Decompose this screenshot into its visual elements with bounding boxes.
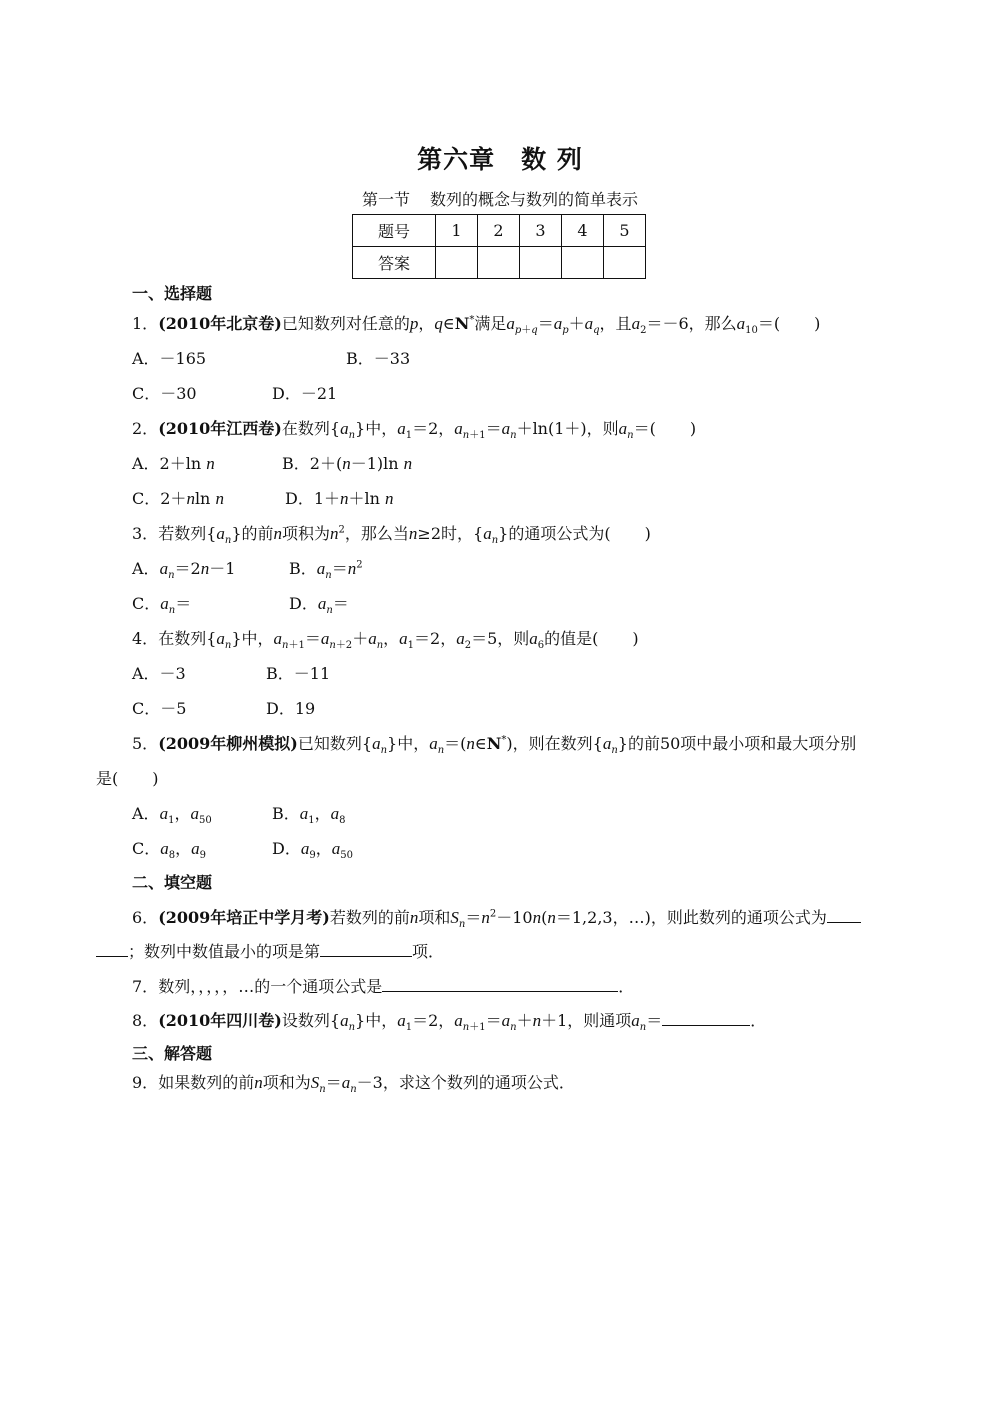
option-a[interactable]: A．2＋ln n xyxy=(132,454,215,473)
question-5-continued: 是( ) xyxy=(96,769,159,788)
heading-solve: 三、解答题 xyxy=(132,1044,213,1063)
question-number: 9． xyxy=(132,1073,159,1092)
question-6: 6．(2009年培正中学月考)若数列的前n项和$S_n=n^2-10n(n=1,2,3$，…)，则此数列的通项公式为 xyxy=(132,906,861,929)
question-number: 8． xyxy=(132,1011,159,1030)
option-b[interactable]: B．－11 xyxy=(266,664,331,683)
answer-blank[interactable] xyxy=(96,940,128,957)
question-8: 8．(2010年四川卷)设数列$\{a_n\}$中，$a_1=2$，$a_{n+1}=a_n+n+1$，则通项$a_n=$ ． xyxy=(132,1011,767,1034)
option-d[interactable]: D．$a_n=$ xyxy=(289,594,349,617)
answer-cell[interactable] xyxy=(604,247,646,279)
option-d[interactable]: D．1＋n＋ln n xyxy=(285,489,394,508)
question-source: (2010年四川卷) xyxy=(158,1011,282,1030)
question-source: (2010年江西卷) xyxy=(158,419,282,438)
question-number: 4． xyxy=(132,629,159,648)
section-title: 第一节 数列的概念与数列的简单表示 xyxy=(361,190,639,209)
question-6-continued: ；数列中数值最小的项是第 项． xyxy=(96,940,444,963)
option-a[interactable]: A．$a_n=2n-1$ xyxy=(132,559,236,582)
chapter-title: 第六章 数 列 xyxy=(417,145,583,174)
question-number: 5． xyxy=(132,734,159,753)
question-source: (2010年北京卷) xyxy=(158,314,282,333)
question-number: 6． xyxy=(132,908,159,927)
question-7: 7．数列，，，，，…的一个通项公式是 ． xyxy=(132,977,635,996)
option-d[interactable]: D．－21 xyxy=(272,384,338,403)
question-number: 1． xyxy=(132,314,159,333)
question-1-options-row-2 xyxy=(132,383,337,405)
question-4: 4．在数列$\{a_n\}$中，$a_{n+1}=a_{n+2}+a_n$，$a_1=2$，$a_2=5$，则$a_6$的值是( ) xyxy=(132,629,639,652)
answer-cell[interactable] xyxy=(436,247,478,279)
answer-table-header-row xyxy=(353,215,646,247)
option-d[interactable]: D．$a_9$，$a_{50}$ xyxy=(272,839,353,862)
table-cell: 1 xyxy=(436,215,478,247)
question-5-options-row-2 xyxy=(132,838,353,860)
option-a[interactable]: A．－165 xyxy=(132,349,207,368)
question-3: 3．若数列$\{a_n\}$的前n项积为$n^2$，那么当n≥2时，$\{a_n\}$的通项公式为( ) xyxy=(132,524,651,547)
option-b[interactable]: B．2＋(n－1)ln n xyxy=(282,454,413,473)
question-2-options-row-2 xyxy=(132,488,394,510)
question-3-options-row-1 xyxy=(132,558,363,580)
option-c[interactable]: C．2＋nln n xyxy=(132,489,224,508)
question-number: 7． xyxy=(132,977,159,996)
table-cell: 题号 xyxy=(353,215,436,247)
table-cell: 2 xyxy=(478,215,520,247)
option-c[interactable]: C．－5 xyxy=(132,699,187,718)
question-1: 1．(2010年北京卷)已知数列对任意的p，q∈N*满足$a_{p+q}=a_p+a_q$，且$a_2=-6$，那么$a_{10}=$( ) xyxy=(132,314,821,337)
table-cell: 答案 xyxy=(353,247,436,279)
question-2-options-row-1 xyxy=(132,453,412,475)
question-5-options-row-1 xyxy=(132,803,346,825)
answer-blank[interactable] xyxy=(320,940,412,957)
option-b[interactable]: B．$a_n=n^2$ xyxy=(289,559,363,582)
question-4-options-row-2 xyxy=(132,698,315,720)
answer-blank[interactable] xyxy=(827,906,861,923)
heading-choice: 一、选择题 xyxy=(132,284,213,303)
heading-fill: 二、填空题 xyxy=(132,873,213,892)
question-9: 9．如果数列的前n项和为$S_n=a_n-3$，求这个数列的通项公式． xyxy=(132,1073,575,1096)
option-d[interactable]: D．19 xyxy=(266,699,316,718)
question-1-options-row-1 xyxy=(132,348,410,370)
answer-cell[interactable] xyxy=(562,247,604,279)
table-cell: 5 xyxy=(604,215,646,247)
option-c[interactable]: C．$a_8$，$a_9$ xyxy=(132,839,207,862)
option-a[interactable]: A．－3 xyxy=(132,664,186,683)
option-c[interactable]: C．－30 xyxy=(132,384,197,403)
question-source: (2009年培正中学月考) xyxy=(158,908,330,927)
answer-cell[interactable] xyxy=(478,247,520,279)
option-a[interactable]: A．$a_1$，$a_{50}$ xyxy=(132,804,212,827)
answer-cell[interactable] xyxy=(520,247,562,279)
answer-table xyxy=(352,214,646,279)
question-number: 2． xyxy=(132,419,159,438)
answer-table-answer-row xyxy=(353,247,646,279)
question-4-options-row-1 xyxy=(132,663,330,685)
question-source: (2009年柳州模拟) xyxy=(158,734,298,753)
table-cell: 3 xyxy=(520,215,562,247)
option-c[interactable]: C．$a_n=$ xyxy=(132,594,192,617)
answer-blank[interactable] xyxy=(662,1009,750,1026)
table-cell: 4 xyxy=(562,215,604,247)
question-5: 5．(2009年柳州模拟)已知数列$\{a_n\}$中，$a_n=(n\in N^*)$，则在数列$\{a_n\}$的前50项中最小项和最大项分别 xyxy=(132,734,857,757)
option-b[interactable]: B．$a_1$，$a_8$ xyxy=(272,804,346,827)
question-2: 2．(2010年江西卷)在数列$\{a_n\}$中，$a_1=2$，$a_{n+1}=a_n+\ln(1+)$，则$a_n=$( ) xyxy=(132,419,697,442)
answer-blank[interactable] xyxy=(382,975,618,992)
question-number: 3． xyxy=(132,524,159,543)
question-3-options-row-2 xyxy=(132,593,349,615)
option-b[interactable]: B．－33 xyxy=(346,349,411,368)
